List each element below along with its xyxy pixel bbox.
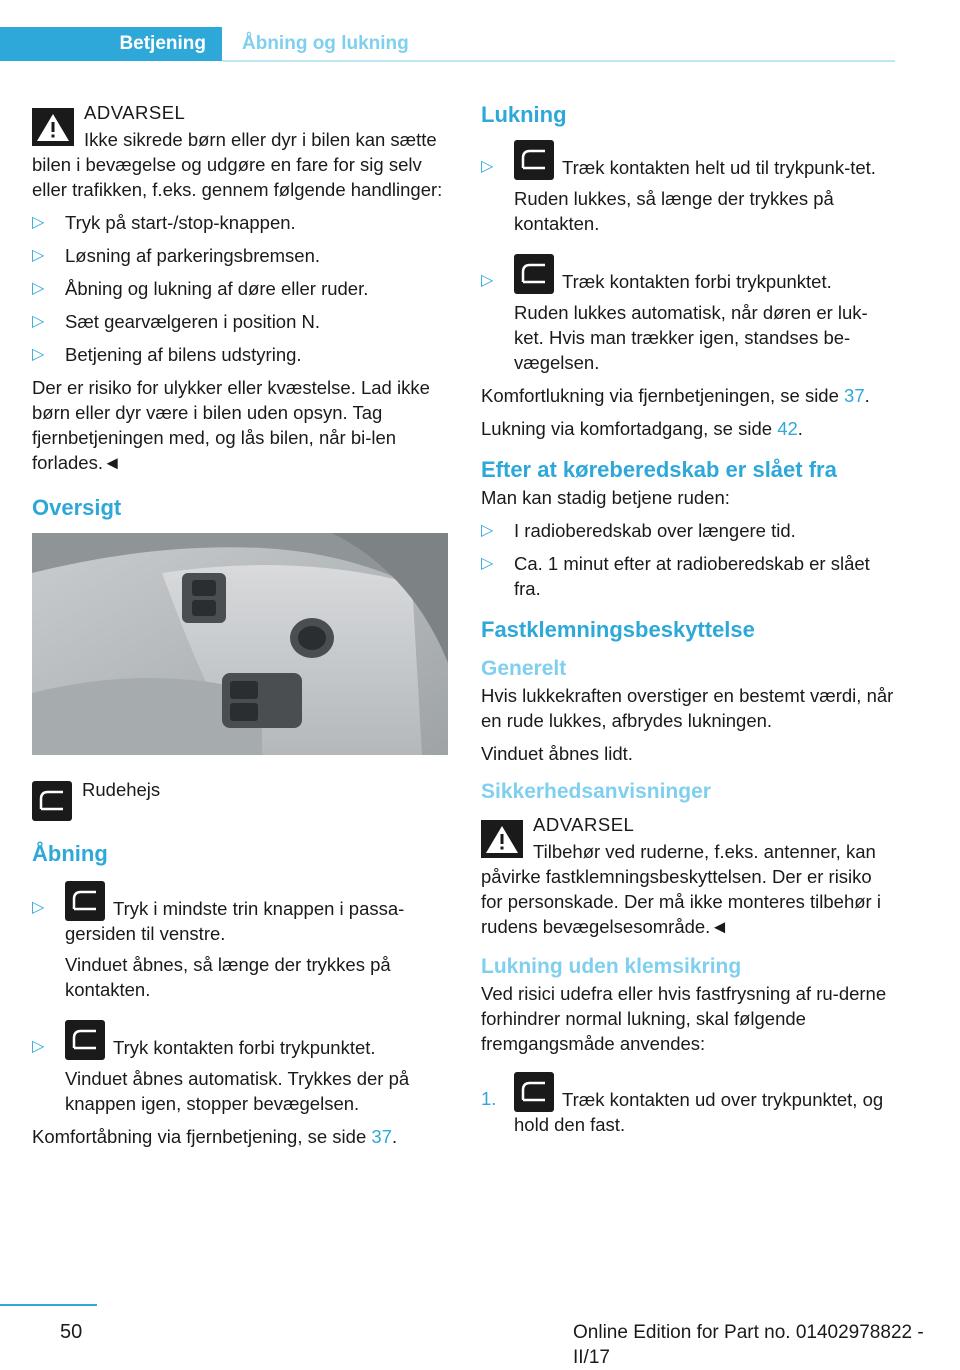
list-item: ▷ I radioberedskab over længere tid.: [481, 520, 796, 541]
list-item: ▷ Sæt gearvælgeren i position N.: [32, 311, 321, 332]
warning-block: [32, 100, 448, 125]
rudehejs-legend: [32, 777, 448, 817]
warning-outro: Der er risiko for ulykker eller kvæstelse. Lad ikke børn eller dyr være i bilen uden opsyn. Tag fjernbetjeningen med, og lås bilen, når bi-len forlades.◄: [32, 377, 430, 473]
triangle-bullet-icon: ▷: [481, 158, 494, 175]
warning-body: Tilbehør ved ruderne, f.eks. antenner, kan påvirke fastklemningsbeskyttelsen. Der er risiko for personskade. Der må ikke monteres tilbehør i rudens bevægelsesområde.◄: [481, 841, 881, 937]
list-item: 1. Træk kontakten ud over trykpunktet, og hold den fast.: [481, 1072, 897, 1137]
page-link[interactable]: 37: [371, 1126, 392, 1147]
list-item: ▷ Tryk kontakten forbi trykpunktet. Vinduet åbnes automatisk. Trykkes der på knappen igen, stopper bevægelsen.: [32, 1020, 448, 1116]
step-number: 1.: [481, 1088, 497, 1109]
warning-block: [481, 812, 897, 837]
triangle-bullet-icon: ▷: [32, 313, 45, 330]
komfort-aabning-text: Komfortåbning via fjernbetjening, se side 37.: [32, 1126, 398, 1147]
triangle-bullet-icon: ▷: [32, 899, 45, 916]
section-heading-efter: Efter at køreberedskab er slået fra: [481, 457, 837, 482]
efter-list: [481, 518, 897, 601]
list-item: ▷ Tryk på start-/stop-knappen.: [32, 212, 296, 233]
triangle-bullet-icon: ▷: [32, 1038, 45, 1055]
generelt-text: Hvis lukkekraften overstiger en bestemt værdi, når en rude lukkes, afbrydes lukningen.: [481, 685, 894, 731]
list-item: ▷ Tryk i mindste trin knappen i passa-gersiden til venstre. Vinduet åbnes, så længe der trykkes på kontakten.: [32, 881, 448, 1002]
triangle-bullet-icon: ▷: [32, 214, 45, 231]
warning-intro: Ikke sikrede børn eller dyr i bilen kan sætte bilen i bevægelse og udgøre en fare for sig selv eller trafikken, f.eks. gennem følgende handlinger:: [32, 129, 443, 200]
left-column: [32, 100, 448, 1157]
header-section: Betjening: [119, 33, 206, 54]
subheading-generelt: Generelt: [481, 657, 567, 680]
window-switch-icon: [65, 881, 105, 921]
warning-icon: [481, 820, 523, 858]
subheading-uden-klemsikring: Lukning uden klemsikring: [481, 955, 742, 978]
triangle-bullet-icon: ▷: [481, 555, 494, 572]
efter-intro: Man kan stadig betjene ruden:: [481, 487, 730, 508]
list-item: ▷ Åbning og lukning af døre eller ruder.: [32, 278, 369, 299]
triangle-bullet-icon: ▷: [32, 247, 45, 264]
warning-title: ADVARSEL: [533, 814, 635, 835]
section-heading-fastklemning: Fastklemningsbeskyttelse: [481, 617, 755, 642]
footer-rule: [0, 1304, 97, 1306]
window-switch-icon: [65, 1020, 105, 1060]
warning-list: [32, 210, 448, 367]
page-number: 50: [60, 1321, 83, 1343]
list-item: ▷ Træk kontakten helt ud til trykpunk-tet. Ruden lukkes, så længe der trykkes på kontakten.: [481, 140, 897, 236]
triangle-bullet-icon: ▷: [481, 272, 494, 289]
rudehejs-label: Rudehejs: [82, 779, 161, 800]
aabning-list: [32, 881, 448, 1116]
list-item: ▷ Løsning af parkeringsbremsen.: [32, 245, 321, 266]
subheading-sikkerhed: Sikkerhedsanvisninger: [481, 780, 711, 803]
komfortlukning-text: Komfortlukning via fjernbetjeningen, se side 37.: [481, 385, 870, 406]
vinduet-text: Vinduet åbnes lidt.: [481, 743, 633, 764]
edition-text: Online Edition for Part no. 01402978822 - II/17: [573, 1322, 924, 1368]
window-switch-icon: [32, 781, 72, 821]
warning-title: ADVARSEL: [84, 102, 186, 123]
header-rule: [222, 60, 895, 62]
section-heading-oversigt: Oversigt: [32, 495, 122, 520]
section-heading-lukning: Lukning: [481, 102, 567, 127]
page-link[interactable]: 37: [844, 385, 865, 406]
list-item: ▷ Træk kontakten forbi trykpunktet. Ruden lukkes automatisk, når døren er luk-ket. Hvis man trækker igen, standses be-vægelsen.: [481, 254, 897, 375]
uden-text: Ved risici udefra eller hvis fastfrysning af ru-derne forhindrer normal lukning, skal følgende fremgangsmåde anvendes:: [481, 983, 887, 1054]
lukning-list: [481, 140, 897, 375]
window-switch-icon: [514, 1072, 554, 1112]
section-heading-aabning: Åbning: [32, 841, 108, 866]
komfortadgang-text: Lukning via komfortadgang, se side 42.: [481, 418, 803, 439]
triangle-bullet-icon: ▷: [32, 280, 45, 297]
page-link[interactable]: 42: [777, 418, 798, 439]
steps-list: [481, 1072, 897, 1137]
header-tab: [0, 27, 222, 61]
right-column: [481, 100, 897, 1145]
header-subsection: Åbning og lukning: [242, 33, 409, 54]
list-item: ▷ Ca. 1 minut efter at radioberedskab er slået fra.: [481, 553, 870, 599]
door-switch-photo: [32, 533, 448, 755]
triangle-bullet-icon: ▷: [481, 522, 494, 539]
warning-icon: [32, 108, 74, 146]
list-item: ▷ Betjening af bilens udstyring.: [32, 344, 302, 365]
triangle-bullet-icon: ▷: [32, 346, 45, 363]
window-switch-icon: [514, 254, 554, 294]
window-switch-icon: [514, 140, 554, 180]
